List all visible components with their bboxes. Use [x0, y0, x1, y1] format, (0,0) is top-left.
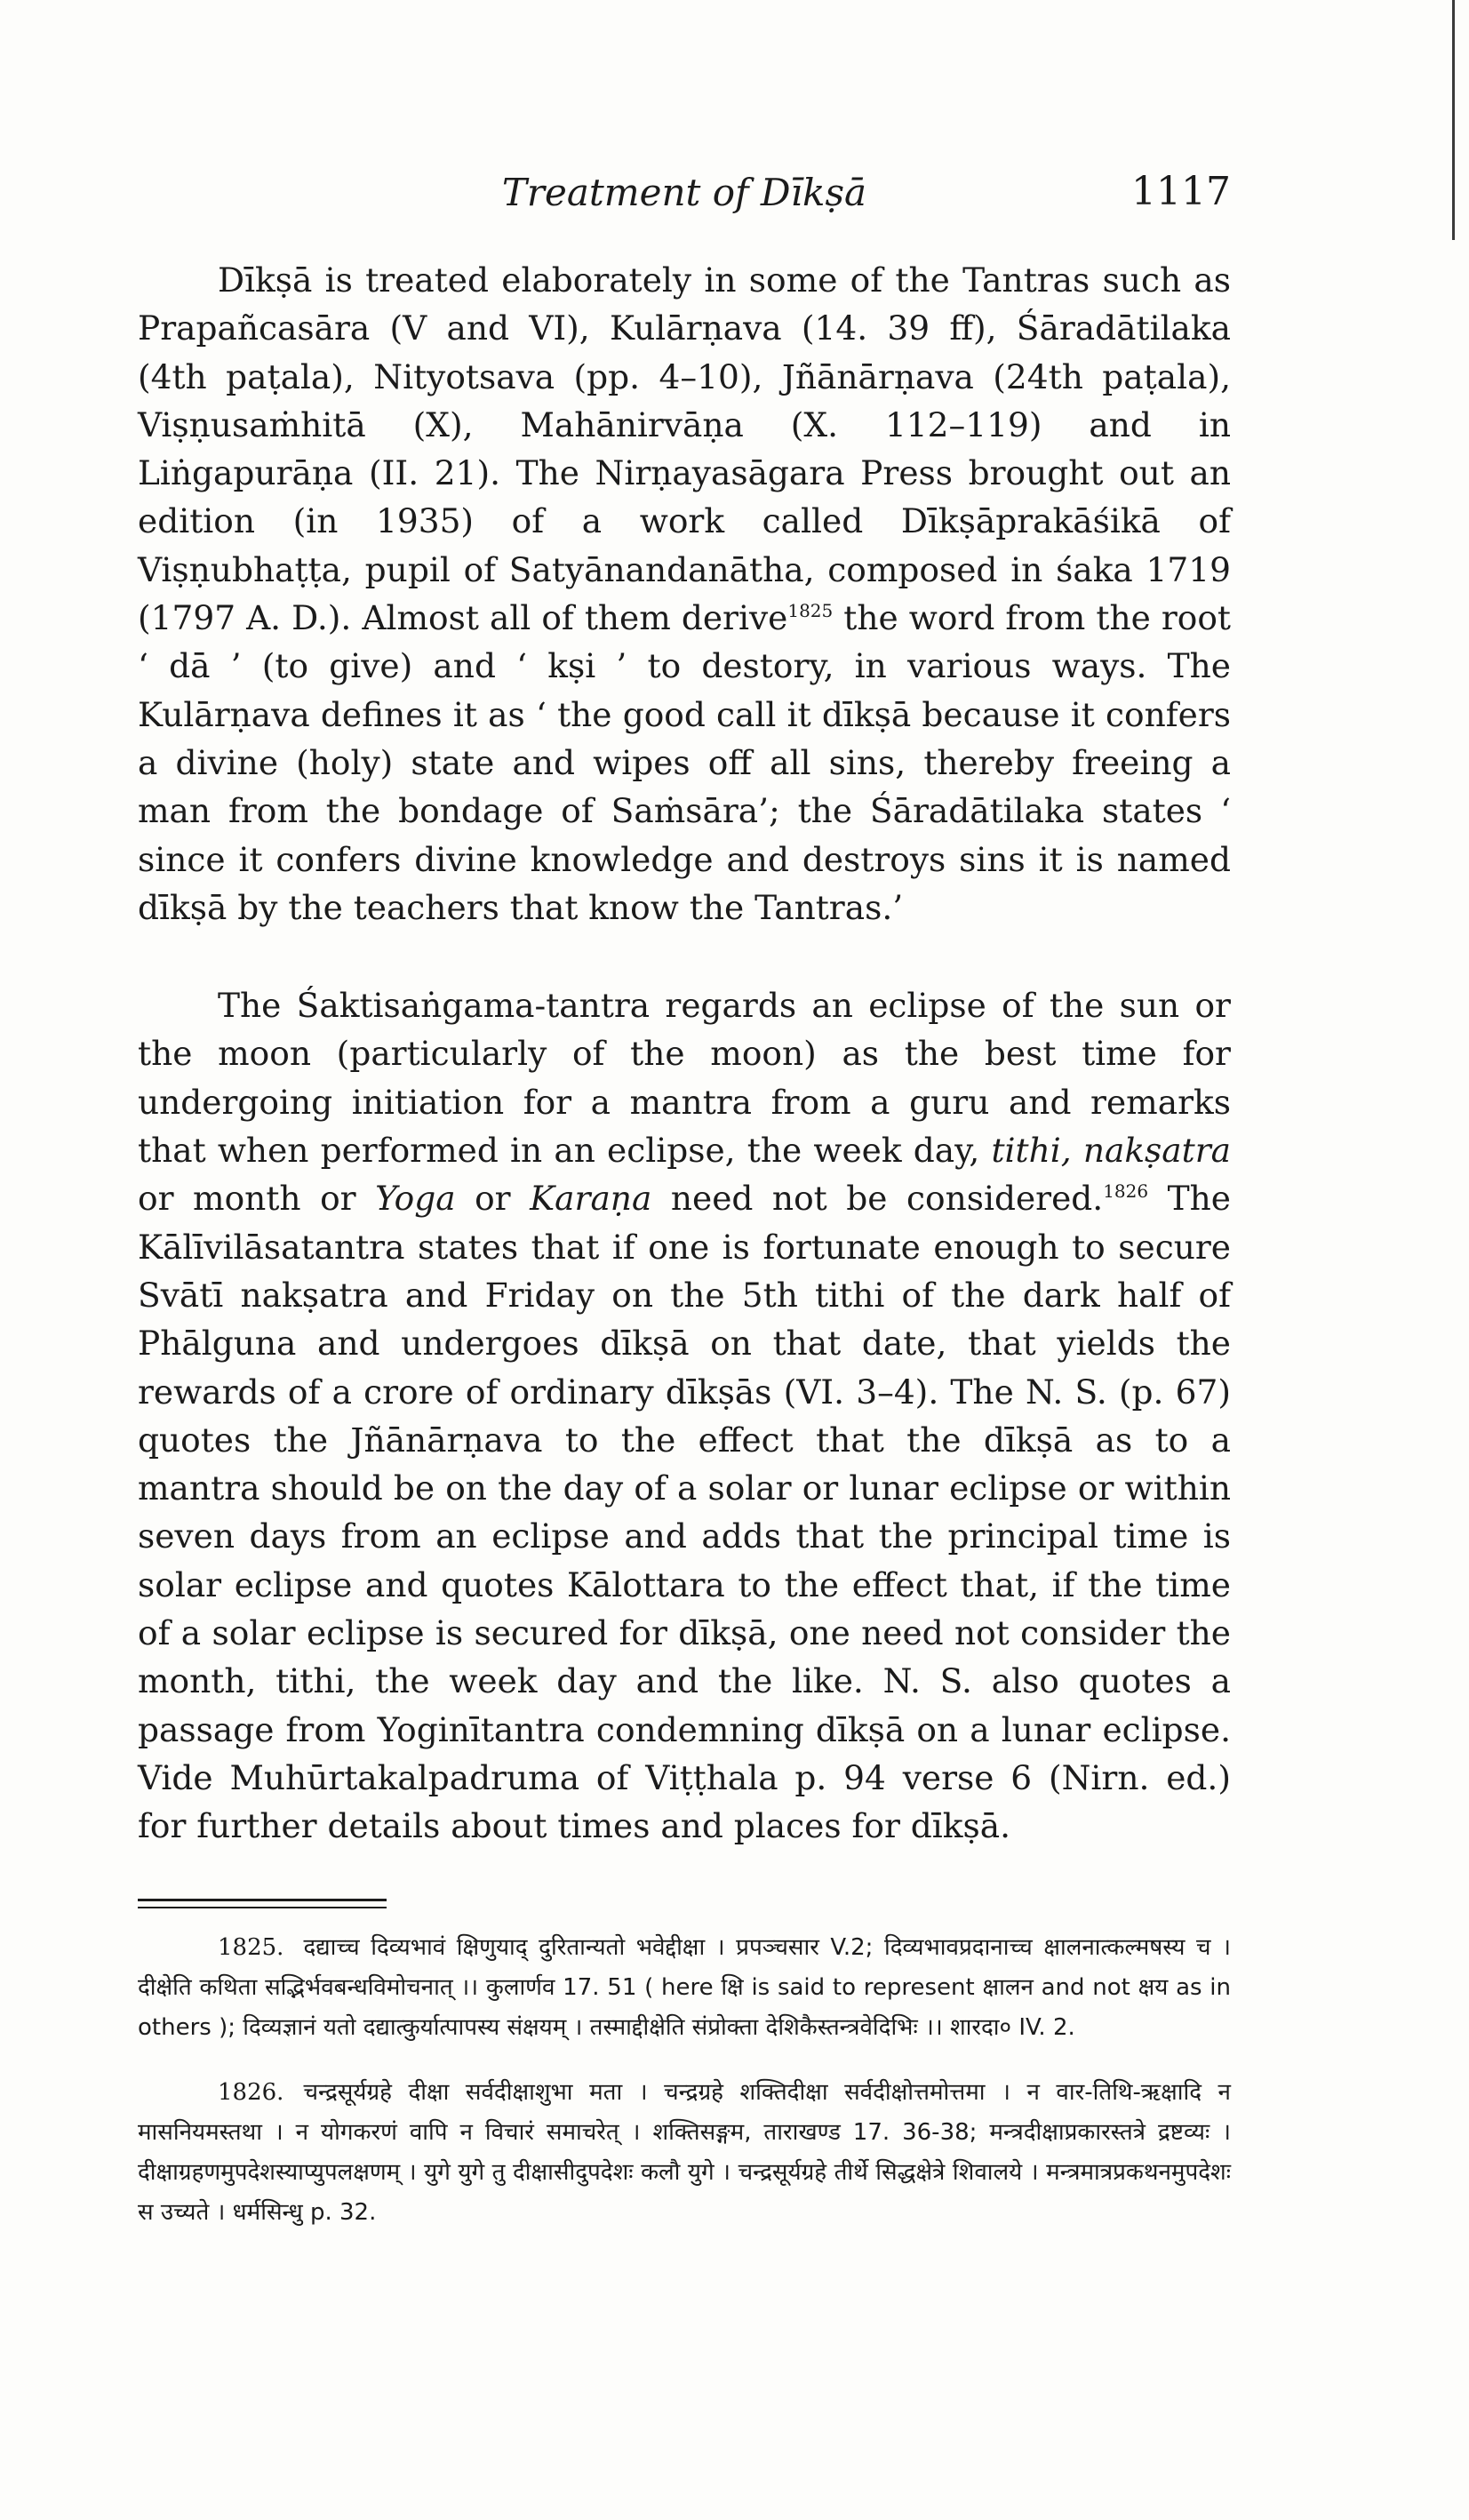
footnote-text: दद्याच्च दिव्यभावं क्षिणुयाद् दुरितान्यतो भवेद्दीक्षा । प्रपञ्चसार V.2; दिव्यभावप्रदानाच्च क्षालनात्कल्मषस्य च । दीक्षेति कथिता सद्भिर्भवबन्धविमोचनात् ।। कुलार्णव 17. 51 ( here क्षि is said to represent क्षालन and not क्षय as in others ); दिव्यज्ञानं यतो दद्यात्कुर्यात्पापस्य संक्षयम् । तस्माद्दीक्षेति संप्रोक्ता देशिकैस्तन्त्रवेदिभिः ।। शारदा० IV. 2. — [138, 1933, 1231, 2041]
footnote-number: 1825. — [218, 1933, 284, 1961]
paragraph-text: Dīkṣā is treated elaborately in some of the Tantras such as Prapañcasāra (V and VI), Kulārṇava (14. 39 ff), Śāradātilaka (4th paṭala), Nityotsava (pp. 4–10), Jñānārṇava (24th paṭala), Viṣṇusaṁhitā (X), Mahānirvāṇa (X. 112–119) and in Liṅgapurāṇa (II. 21). The Nirṇayasāgara Press brought out an edition (in 1935) of a work called Dīkṣāprakāśikā of Viṣṇubhaṭṭa, pupil of Satyānandanātha, composed in śaka 1719 (1797 A. D.). Almost all of them derive — [138, 260, 1231, 638]
italic-term: tithi, nakṣatra — [991, 1131, 1232, 1171]
footnote-separator — [138, 1899, 387, 1901]
paragraph-text: The Śaktisaṅgama-tantra regards an eclipse of the sun or the moon (particularly of the moon) as the best time for undergoing initiation for a mantra from a guru and remarks that when performed in an eclipse, the week day, — [138, 986, 1231, 1171]
paragraph-diksa-tantras — [138, 256, 1231, 932]
footnote-ref-1826[interactable]: 1826 — [1103, 1180, 1149, 1203]
book-page — [138, 160, 1231, 2233]
footnote-number: 1826. — [218, 2078, 284, 2106]
paragraph-text: the word from the root ‘ dā ’ (to give) and ‘ kṣi ’ to destory, in various ways. The Kulārṇava defines it as ‘ the good call it dīkṣā because it confers a divine (holy) state and wipes off all sins, thereby freeing a man from the bondage of Saṁsāra’; the Śāradātilaka states ‘ since it confers divine knowledge and destroys sins it is named dīkṣā by the teachers that know the Tantras.’ — [138, 598, 1231, 927]
paragraph-text: or — [455, 1179, 531, 1219]
page-edge-line — [1452, 0, 1455, 240]
italic-term: Karaṇa — [530, 1179, 652, 1219]
footnote-ref-1825[interactable]: 1825 — [787, 600, 834, 622]
footnote-1825 — [138, 1928, 1231, 2048]
paragraph-eclipse-initiation — [138, 981, 1231, 1850]
paragraph-text: The Kālīvilāsatantra states that if one is fortunate enough to secure Svātī nakṣatra and Friday on the 5th tithi of the dark half of Phālguna and undergoes dīkṣā on that date, that yields the rewards of a crore of ordinary dīkṣās (VI. 3–4). The N. S. (p. 67) quotes the Jñānārṇava to the effect that the dīkṣā as to a mantra should be on the day of a solar or lunar eclipse or within seven days from an eclipse and adds that the principal time is solar eclipse and quotes Kālottara to the effect that, if the time of a solar eclipse is secured for dīkṣā, one need not consider the month, tithi, the week day and the like. N. S. also quotes a passage from Yoginītantra condemning dīkṣā on a lunar eclipse. Vide Muhūrtakalpadruma of Viṭṭhala p. 94 verse 6 (Nirn. ed.) for further details about times and places for dīkṣā. — [138, 1179, 1231, 1846]
page-number: 1117 — [1131, 169, 1231, 214]
paragraph-text: or month or — [138, 1179, 376, 1219]
footnote-1826 — [138, 2073, 1231, 2233]
running-head — [138, 160, 1231, 231]
footnote-separator — [138, 1907, 387, 1908]
italic-term: Yoga — [375, 1179, 456, 1219]
running-head-title: Treatment of Dīkṣā — [501, 171, 867, 214]
footnote-text: चन्द्रसूर्यग्रहे दीक्षा सर्वदीक्षाशुभा मता । चन्द्रग्रहे शक्तिदीक्षा सर्वदीक्षोत्तमोत्तमा । न वार-तिथि-ऋक्षादि न मासनियमस्तथा । न योगकरणं वापि न विचारं समाचरेत् । शक्तिसङ्गम, ताराखण्ड 17. 36-38; मन्त्रदीक्षाप्रकारस्तत्रे द्रष्टव्यः । दीक्षाग्रहणमुपदेशस्याप्युपलक्षणम् । युगे युगे तु दीक्षासीदुपदेशः कलौ युगे । चन्द्रसूर्यग्रहे तीर्थे सिद्धक्षेत्रे शिवालये । मन्त्रमात्रप्रकथनमुपदेशः स उच्यते । धर्मसिन्धु p. 32. — [138, 2078, 1231, 2226]
paragraph-text: need not be considered. — [651, 1179, 1104, 1219]
